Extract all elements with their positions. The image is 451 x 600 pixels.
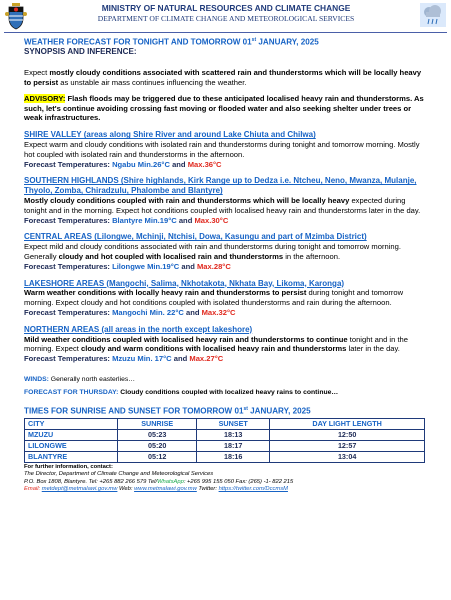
twitter-link[interactable]: https://twitter.com/DccmsM [218,486,288,493]
min-temp: Lilongwe Min.19°C [112,261,180,271]
max-temp: Max.28°C [196,261,231,271]
column-header: SUNSET [197,418,270,429]
region-central-areas [24,232,429,271]
ministry-title: MINISTRY OF NATURAL RESOURCES AND CLIMATE CHANGE [101,3,351,13]
region-heading: SOUTHERN HIGHLANDS (Shire highlands, Kirk Range up to Dedza i.e. Ntcheu, Neno, Mwanza, Mulanje, Thyolo, Zomba, Chiradzulu, Phalombe and Blantyre) [24,176,417,196]
sun-times-title: TIMES FOR SUNRISE AND SUNSET FOR TOMORROW 01st JANUARY, 2025 [24,406,311,416]
region-heading: LAKESHORE AREAS (Mangochi, Salima, Nkhotakota, Nkhata Bay, Likoma, Karonga) [24,278,345,288]
region-heading: SHIRE VALLEY (areas along Shire River and around Lake Chiuta and Chilwa) [24,130,316,140]
sunrise-cell: 05:23 [118,429,197,440]
min-temp: Mzuzu Min. 17°C [112,354,172,364]
min-temp: Blantyre Min.19°C [112,215,177,225]
synopsis-text: Expect mostly cloudy conditions associated with scattered rain and thunderstorms which will be locally heavy to persist as unstable air mass continues influencing the weather. [24,68,422,88]
forecast-temperatures: Forecast Temperatures: Mzuzu Min. 17°C and Max.27°C [24,354,224,364]
min-temp: Ngabu Min.26°C [112,159,170,169]
forecast-temperatures: Forecast Temperatures: Lilongwe Min.19°C and Max.28°C [24,261,231,271]
min-temp: Mangochi Min. 22°C [112,308,184,318]
region-shire-valley [24,130,429,169]
column-header: SUNRISE [118,418,197,429]
max-temp: Max.27°C [189,354,224,364]
advisory: ADVISORY: Flash floods may be triggered due to these anticipated localised heavy rain and thunderstorms. As such, let's continue avoiding crossing fast moving or flooded water and also seeking shelter under trees or weak infrastructures. [24,93,424,123]
region-description: Expect mild and cloudy conditions associated with rain and thunderstorms during tonight and tomorrow morning. Generally cloudy and hot coupled with localised rain and thunderstorms in the afternoon. [24,242,401,262]
department-subtitle: DEPARTMENT OF CLIMATE CHANGE AND METEOROLOGICAL SERVICES [97,14,355,23]
sunset-cell: 18:13 [197,429,270,440]
region-description: Expect warm and cloudy conditions with isolated rain and thunderstorms during tonight and tomorrow morning. Mostly hot coupled with isolated rain and thunderstorms in the afternoon. [24,140,420,159]
city-cell: LILONGWE [25,440,118,451]
region-heading: CENTRAL AREAS (Lilongwe, Mchinji, Ntchisi, Dowa, Kasungu and part of Mzimba District) [24,232,367,242]
daylight-cell: 12:50 [270,429,425,440]
sunrise-cell: 05:12 [118,451,197,462]
contact-info [24,464,429,494]
region-description: Warm weather conditions with locally heavy rain and thunderstorms to persist during tonight and tomorrow morning. Expect cloudy and hot conditions coupled with isolated thunderstorms and rain during the afternoon. [24,288,404,308]
max-temp: Max.32°C [201,308,236,318]
table-row [25,451,425,462]
sunset-cell: 18:16 [197,451,270,462]
contact-links: Email: metdept@metmalawi.gov.mw Web: www.metmalawi.gov.mw Twitter: https://twitter.com/DccmsM [24,486,288,493]
table-row [25,429,425,440]
region-description: Mild weather conditions coupled with localised heavy rain and thunderstorms to continue tonight and in the morning. Expect cloudy and warm conditions with localised heavy rain and thunderstorms later in the day. [24,334,409,354]
forecast-body [24,36,429,494]
column-header: DAY LIGHT LENGTH [270,418,425,429]
region-northern-areas [24,325,429,364]
region-description: Mostly cloudy conditions coupled with rain and thunderstorms which will be locally heavy expected during tonight and in the morning. Expect hot conditions coupled with localised heavy rain and thunderstorms later in the day. [24,196,421,215]
contact-phones: P.O. Box 1808, Blantyre. Tel: +265 882 266 579 Tel/WhatsApp: +265 995 155 050 Fax: (265) -1- 822 215 [24,478,294,485]
daylight-cell: 12:57 [270,440,425,451]
website-link[interactable]: www.metmalawi.gov.mw [134,486,197,493]
sun-times-table [24,418,425,463]
table-row [25,440,425,451]
page-header [0,0,451,34]
sunrise-cell: 05:20 [118,440,197,451]
winds-line: WINDS: Generally north easterlies… [24,376,136,383]
forecast-temperatures: Forecast Temperatures: Blantyre Min.19°C and Max.30°C [24,215,229,225]
table-header-row [25,418,425,429]
coat-of-arms-icon [5,2,27,30]
forecast-title: WEATHER FORECAST FOR TONIGHT AND TOMORROW 01st JANUARY, 2025 [24,37,319,47]
header-divider [4,32,447,33]
forecast-temperatures: Forecast Temperatures: Mangochi Min. 22°C and Max.32°C [24,308,236,318]
rain-cloud-icon [420,3,446,27]
advisory-label: ADVISORY: [24,93,66,103]
region-lakeshore-areas [24,279,429,318]
synopsis-heading: SYNOPSIS AND INFERENCE: [24,47,137,57]
city-cell: MZUZU [25,429,118,440]
region-heading: NORTHERN AREAS (all areas in the north except lakeshore) [24,324,253,334]
region-southern-highlands [24,176,429,225]
contact-title: For further information, contact: [24,463,113,470]
forecast-temperatures: Forecast Temperatures: Ngabu Min.26°C and Max.36°C [24,159,222,169]
daylight-cell: 13:04 [270,451,425,462]
city-cell: BLANTYRE [25,451,118,462]
contact-line: The Director, Department of Climate Change and Meteorological Services [24,471,214,478]
column-header: CITY [25,418,118,429]
sunset-cell: 18:17 [197,440,270,451]
email-link[interactable]: metdept@metmalawi.gov.mw [41,486,118,493]
max-temp: Max.36°C [187,159,222,169]
max-temp: Max.30°C [194,215,229,225]
thursday-forecast: FORECAST FOR THURSDAY: Cloudy conditions coupled with localized heavy rains to continue… [24,389,339,396]
